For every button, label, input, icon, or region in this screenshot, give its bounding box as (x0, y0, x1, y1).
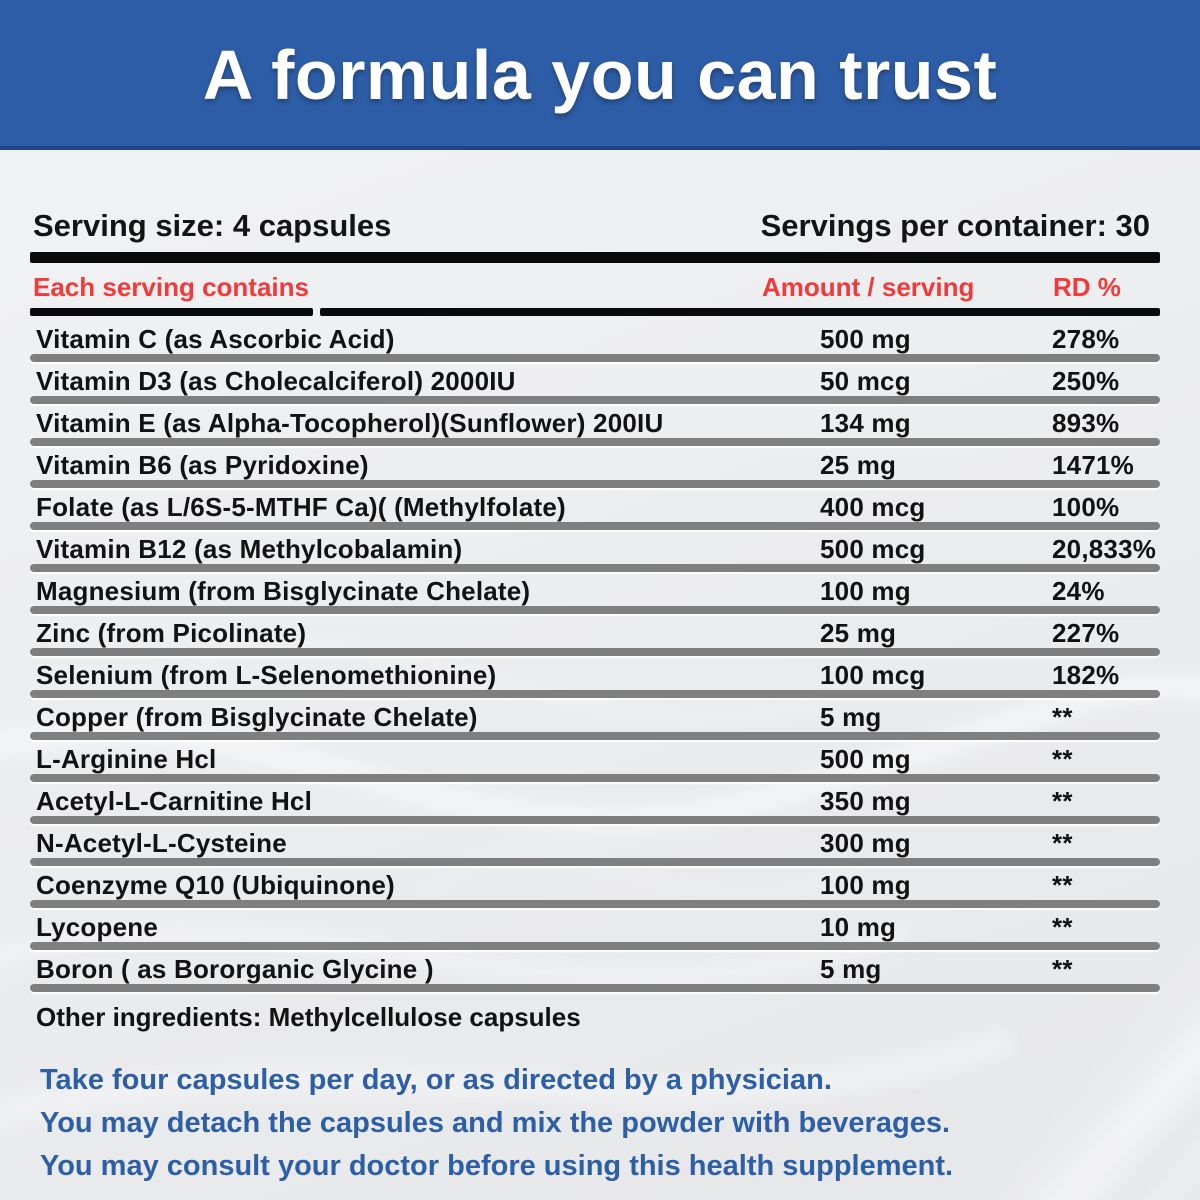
ingredient-amount: 500 mg (820, 744, 911, 774)
ingredient-rd: 250% (1052, 366, 1120, 396)
row-divider (30, 522, 1160, 530)
table-column-header (30, 272, 1160, 305)
table-row (30, 530, 1160, 572)
ingredient-rd: 227% (1052, 618, 1120, 648)
header-banner (0, 0, 1200, 150)
ingredient-name: Vitamin D3 (as Cholecalciferol) 2000IU (36, 366, 516, 396)
row-divider (30, 984, 1160, 992)
ingredient-amount: 25 mg (820, 450, 897, 480)
table-row (30, 614, 1160, 656)
ingredient-amount: 400 mcg (820, 492, 926, 522)
table-row (30, 824, 1160, 866)
header-divider-segment-left (30, 308, 313, 316)
ingredient-amount: 5 mg (820, 954, 882, 984)
ingredient-name: Vitamin C (as Ascorbic Acid) (36, 324, 395, 354)
ingredient-name: Coenzyme Q10 (Ubiquinone) (36, 870, 395, 900)
row-divider (30, 354, 1160, 362)
ingredient-amount: 300 mg (820, 828, 911, 858)
ingredient-name: Vitamin E (as Alpha-Tocopherol)(Sunflower) 200IU (36, 408, 664, 438)
ingredient-amount: 50 mcg (820, 366, 911, 396)
row-divider (30, 900, 1160, 908)
ingredient-rd: 278% (1052, 324, 1120, 354)
ingredient-rd: 20,833% (1052, 534, 1157, 564)
ingredient-rd: 893% (1052, 408, 1120, 438)
ingredient-rd: 24% (1052, 576, 1105, 606)
table-row (30, 320, 1160, 362)
instruction-line: You may consult your doctor before using this health supplement. (40, 1150, 954, 1182)
other-ingredients: Other ingredients: Methylcellulose capsules (36, 1002, 581, 1032)
ingredient-rd: 1471% (1052, 450, 1134, 480)
usage-instructions (30, 1059, 1160, 1188)
row-divider (30, 396, 1160, 404)
row-divider (30, 942, 1160, 950)
instruction-line: You may detach the capsules and mix the powder with beverages. (40, 1107, 951, 1139)
column-ingredient-header: Each serving contains (33, 272, 309, 302)
ingredient-amount: 500 mcg (820, 534, 926, 564)
table-row (30, 866, 1160, 908)
ingredient-name: Boron ( as Bororganic Glycine ) (36, 954, 434, 984)
ingredient-table (30, 320, 1160, 992)
ingredient-rd: ** (1052, 912, 1073, 942)
row-divider (30, 774, 1160, 782)
table-row (30, 950, 1160, 992)
ingredient-name: Zinc (from Picolinate) (36, 618, 307, 648)
ingredient-name: Selenium (from L-Selenomethionine) (36, 660, 497, 690)
row-divider (30, 564, 1160, 572)
ingredient-rd: 100% (1052, 492, 1120, 522)
table-row (30, 446, 1160, 488)
ingredient-name: Copper (from Bisglycinate Chelate) (36, 702, 478, 732)
row-divider (30, 858, 1160, 866)
supplement-facts-panel (30, 150, 1160, 1188)
table-row (30, 488, 1160, 530)
ingredient-rd: ** (1052, 828, 1073, 858)
serving-size-label: Serving size: 4 capsules (33, 208, 392, 243)
row-divider (30, 732, 1160, 740)
ingredient-amount: 134 mg (820, 408, 911, 438)
serving-info-row (30, 207, 1160, 244)
table-row (30, 656, 1160, 698)
ingredient-rd: ** (1052, 786, 1073, 816)
header-divider-bar (30, 308, 1160, 316)
ingredient-amount: 100 mg (820, 870, 911, 900)
table-row (30, 908, 1160, 950)
ingredient-rd: ** (1052, 744, 1073, 774)
column-rd-header: RD % (1053, 272, 1121, 302)
row-divider (30, 438, 1160, 446)
ingredient-rd: ** (1052, 954, 1073, 984)
ingredient-name: Magnesium (from Bisglycinate Chelate) (36, 576, 531, 606)
ingredient-amount: 100 mg (820, 576, 911, 606)
ingredient-rd: ** (1052, 702, 1073, 732)
ingredient-name: Vitamin B12 (as Methylcobalamin) (36, 534, 463, 564)
ingredient-name: Folate (as L/6S-5-MTHF Ca)( (Methylfolate) (36, 492, 566, 522)
column-amount-header: Amount / serving (762, 272, 975, 302)
row-divider (30, 606, 1160, 614)
instruction-line: Take four capsules per day, or as directed by a physician. (40, 1064, 832, 1096)
page-title: A formula you can trust (202, 36, 998, 114)
ingredient-amount: 350 mg (820, 786, 911, 816)
servings-per-container-label: Servings per container: 30 (760, 208, 1150, 243)
table-row (30, 404, 1160, 446)
top-divider-bar (30, 252, 1160, 263)
table-row (30, 572, 1160, 614)
table-row (30, 782, 1160, 824)
row-divider (30, 816, 1160, 824)
ingredient-amount: 100 mcg (820, 660, 926, 690)
ingredient-name: Acetyl-L-Carnitine Hcl (36, 786, 313, 816)
ingredient-amount: 10 mg (820, 912, 897, 942)
row-divider (30, 480, 1160, 488)
ingredient-rd: ** (1052, 870, 1073, 900)
ingredient-name: Vitamin B6 (as Pyridoxine) (36, 450, 369, 480)
table-row (30, 362, 1160, 404)
ingredient-name: Lycopene (36, 912, 159, 942)
row-divider (30, 690, 1160, 698)
ingredient-amount: 500 mg (820, 324, 911, 354)
table-row (30, 698, 1160, 740)
row-divider (30, 648, 1160, 656)
table-row (30, 740, 1160, 782)
ingredient-name: L-Arginine Hcl (36, 744, 217, 774)
ingredient-rd: 182% (1052, 660, 1120, 690)
ingredient-amount: 25 mg (820, 618, 897, 648)
header-divider-segment-right (320, 308, 1160, 316)
ingredient-amount: 5 mg (820, 702, 882, 732)
ingredient-name: N-Acetyl-L-Cysteine (36, 828, 287, 858)
